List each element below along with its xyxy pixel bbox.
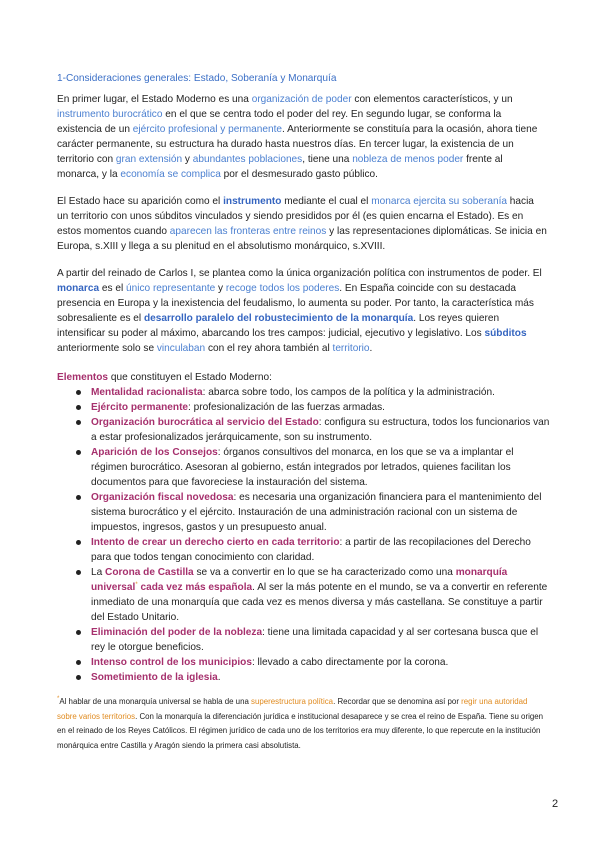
text: con elementos característicos, y un — [351, 94, 513, 105]
highlight: único representante — [126, 283, 216, 294]
text: y — [215, 283, 226, 294]
bullet-icon — [76, 540, 81, 545]
footnote — [57, 695, 547, 753]
paragraph-aparicion-estado — [57, 194, 547, 254]
elements-list — [57, 385, 552, 685]
footnote-marker: * — [57, 696, 60, 702]
element-desc: : es necesaria una organización financiera para el mantenimiento del sistema burocrático y el ejército. Instauración de una administración racional con un sistema de impuestos, ingresos, gastos y un presupuesto anual. — [91, 492, 542, 533]
text: . — [369, 343, 373, 354]
text: y — [182, 154, 193, 165]
footnote-marker: * — [135, 582, 138, 588]
text: anteriormente solo se — [57, 343, 157, 354]
list-item — [57, 415, 552, 445]
list-item — [57, 625, 552, 655]
page-number: 2 — [552, 798, 559, 810]
element-term: Eliminación del poder de la nobleza — [91, 627, 263, 638]
elements-title — [57, 370, 272, 385]
element-term: Organización burocrática al servicio del Estado — [91, 417, 319, 428]
element-desc: : abarca sobre todo, los campos de la política y la administración. — [202, 387, 495, 398]
highlight: organización de poder — [251, 94, 352, 105]
element-term: Intento de crear un derecho cierto en cada territorio — [91, 537, 340, 548]
highlight-bold: instrumento — [223, 196, 282, 207]
text: . En España coincide con su destacada presencia en Europa y la inexistencia del feudalismo, lo aumenta su poder. Por tanto, la característica más sobresaliente es el — [57, 283, 534, 324]
highlight: gran extensión — [115, 154, 183, 165]
element-term: Mentalidad racionalista — [91, 387, 203, 398]
element-term: monarquía universal — [91, 567, 508, 593]
text: con el rey ahora también al — [205, 343, 333, 354]
list-item — [57, 445, 552, 490]
bullet-icon — [76, 450, 81, 455]
text: por el desmesurado gasto público. — [220, 169, 378, 180]
bullet-icon — [76, 570, 81, 575]
highlight: vinculaban — [156, 343, 206, 354]
element-term: Ejército permanente — [91, 402, 189, 413]
element-desc: . — [217, 672, 221, 683]
highlight-orange: superestructura política — [251, 697, 334, 706]
text: . Con la monarquía la diferenciación jurídica e institucional desaparece y se crea el reino de España. Tiene su origen en el reinado de los Reyes Católicos. El régimen jurídico de cada uno de los territorios era muy diferente, lo que repercute en la institución monárquica entre Castilla y Aragón siendo la primera casi absolutista. — [57, 711, 543, 750]
list-item — [57, 535, 552, 565]
bullet-icon — [76, 660, 81, 665]
paragraph-estado-moderno — [57, 92, 547, 182]
highlight-orange: regir una autoridad sobre varios territorios — [57, 697, 528, 721]
text: mediante el cual el — [281, 196, 372, 207]
highlight: economía se complica — [120, 169, 221, 180]
paragraph-carlos-i — [57, 266, 547, 356]
element-term: Aparición de los Consejos — [91, 447, 218, 458]
highlight: monarca ejercita su soberanía — [371, 196, 507, 207]
text: A partir del reinado de Carlos I, se plantea como la única organización política con instrumentos de poder. El — [57, 268, 542, 279]
bullet-icon — [76, 495, 81, 500]
text: . Los reyes quieren intensificar su poder al máximo, abarcando los tres campos: judicial, ejecutivo y legislativo. Los — [57, 313, 500, 339]
list-item — [57, 655, 552, 670]
list-item — [57, 385, 552, 400]
element-term: Corona de Castilla — [105, 567, 194, 578]
element-mid: se va a convertir en lo que se ha caracterizado como una — [193, 567, 456, 578]
text: y las representaciones diplomáticas. Se inicia en Europa, s.XIII y llega a su plenitud en el absolutismo monárquico, s.XVIII. — [57, 226, 547, 252]
highlight-bold: monarca — [57, 283, 100, 294]
element-desc: : tiene una limitada capacidad y al ser cortesana busca que el rey le otorgue beneficios. — [91, 627, 539, 653]
text: en el que se centra todo el poder del rey. En segundo lugar, se conforma la existencia de un — [57, 109, 502, 135]
text: es el — [99, 283, 127, 294]
element-desc: : llevado a cabo directamente por la corona. — [251, 657, 449, 668]
highlight: territorio — [332, 343, 370, 354]
bullet-icon — [76, 675, 81, 680]
element-desc: : configura su estructura, todos los funcionarios van a estar profesionalizados jerárquicamente, son su instrumento. — [91, 417, 550, 443]
elements-title-text: que constituyen el Estado Moderno: — [108, 372, 272, 383]
section-heading: 1-Consideraciones generales: Estado, Soberanía y Monarquía — [57, 73, 337, 84]
highlight: aparecen las fronteras entre reinos — [169, 226, 327, 237]
text: Al hablar de una monarquía universal se habla de una — [59, 697, 252, 706]
text: , tiene una — [302, 154, 353, 165]
list-item — [57, 670, 552, 685]
highlight: nobleza de menos poder — [352, 154, 464, 165]
elements-title-term: Elementos — [57, 372, 109, 383]
highlight: instrumento burocrático — [57, 109, 163, 120]
element-term: Sometimiento de la iglesia — [91, 672, 218, 683]
highlight: ejército profesional y permanente — [132, 124, 283, 135]
text: . Recordar que se denomina así por — [333, 697, 462, 706]
element-desc: . Al ser la más potente en el mundo, se va a convertir en referente inmediato de una monarquía que cada vez es menos diversa y más castellana. Se constituye a partir del Estado Unitario. — [91, 582, 548, 623]
element-term: Intenso control de los municipios — [91, 657, 252, 668]
text: hacia un territorio con unos súbditos vinculados y siendo presididos por él (es quien encarna el Estado). Es en estos momentos cuando — [57, 196, 534, 237]
highlight-bold: desarrollo paralelo del robustecimiento de la monarquía — [143, 313, 414, 324]
text: . Anteriormente se constituía para la ocasión, ahora tiene carácter permanente, su estructura ha durado hasta nuestros días. En tercer lugar, la existencia de un territorio con — [57, 124, 538, 165]
bullet-icon — [76, 390, 81, 395]
element-desc: : profesionalización de las fuerzas armadas. — [188, 402, 385, 413]
highlight-bold: súbditos — [484, 328, 527, 339]
bullet-icon — [76, 405, 81, 410]
bullet-icon — [76, 630, 81, 635]
list-item — [57, 565, 552, 625]
element-term: cada vez más española — [137, 582, 253, 593]
element-pre: La — [91, 567, 106, 578]
text: El Estado hace su aparición como el — [57, 196, 224, 207]
bullet-icon — [76, 420, 81, 425]
element-desc: : órganos consultivos del monarca, en los que se va a implantar el régimen burocrático. Asesoran al gobierno, están integrados por letrados, quienes facilitan los documentos para que favoreciese la instauración del sistema. — [91, 447, 514, 488]
text: frente al monarca, y la — [57, 154, 503, 180]
element-desc: : a partir de las recopilaciones del Derecho para que todos tengan conocimiento con claridad. — [91, 537, 531, 563]
list-item — [57, 490, 552, 535]
highlight: abundantes poblaciones — [192, 154, 303, 165]
highlight: recoge todos los poderes — [225, 283, 340, 294]
list-item — [57, 400, 552, 415]
text: En primer lugar, el Estado Moderno es una — [57, 94, 252, 105]
element-term: Organización fiscal novedosa — [91, 492, 234, 503]
